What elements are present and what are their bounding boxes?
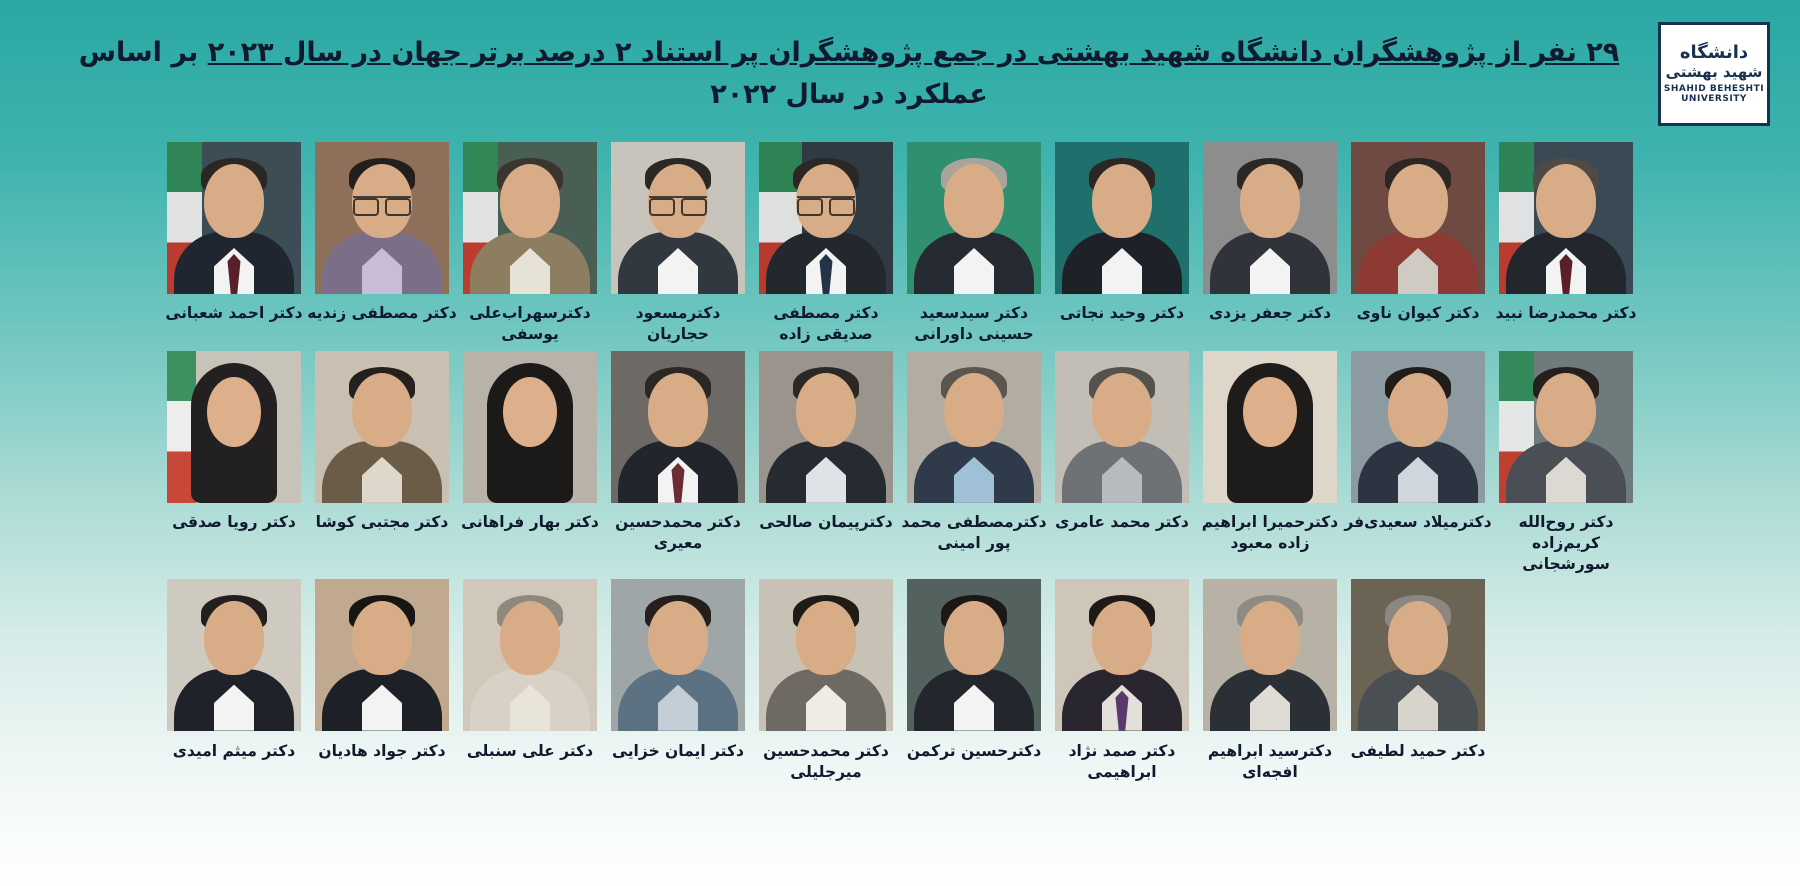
university-logo-line2: شهید بهشتی bbox=[1665, 62, 1763, 81]
researcher-name: دکتر محمدحسین معیری bbox=[615, 512, 741, 552]
researcher-name: دکتر علی سنبلی bbox=[466, 741, 594, 760]
researcher-name: دکترمیلاد سعیدی‌فر bbox=[1344, 512, 1492, 531]
researcher-card bbox=[1351, 579, 1485, 762]
portrait-photo bbox=[907, 579, 1041, 731]
researcher-name: دکتر مجتبی کوشا bbox=[315, 512, 449, 531]
portrait-photo bbox=[1351, 351, 1485, 503]
researcher-name: دکترمصطفی محمد پور امینی bbox=[901, 512, 1047, 552]
researcher-card bbox=[1495, 142, 1637, 324]
researcher-card bbox=[1055, 142, 1189, 324]
researcher-name: دکتر محمد عامری bbox=[1055, 512, 1189, 531]
researcher-card bbox=[1203, 579, 1337, 783]
portrait-photo bbox=[315, 142, 449, 294]
researcher-name: دکترحسین ترکمن bbox=[906, 741, 1042, 760]
portrait-photo bbox=[1499, 351, 1633, 503]
researcher-name: دکترحمیرا ابراهیم زاده معبود bbox=[1201, 512, 1339, 552]
portrait-photo bbox=[167, 142, 301, 294]
researcher-name: دکتر حمید لطیفی bbox=[1350, 741, 1486, 760]
portrait-photo bbox=[1203, 579, 1337, 731]
portrait-photo bbox=[1203, 351, 1337, 503]
researcher-card bbox=[463, 142, 597, 345]
portrait-photo bbox=[1351, 579, 1485, 731]
portrait-photo bbox=[1351, 142, 1485, 294]
researcher-card bbox=[1055, 351, 1189, 533]
university-logo-text bbox=[1661, 43, 1767, 105]
page-title bbox=[50, 32, 1648, 116]
researcher-card bbox=[1055, 579, 1189, 783]
researcher-card bbox=[611, 579, 745, 762]
portrait-photo bbox=[907, 351, 1041, 503]
researcher-name: دکتر سیدسعید حسینی داورانی bbox=[914, 304, 1034, 343]
researcher-card bbox=[611, 351, 745, 554]
portrait-photo bbox=[1203, 142, 1337, 294]
researcher-card bbox=[907, 579, 1041, 762]
poster-header bbox=[0, 0, 1800, 140]
portrait-photo bbox=[463, 142, 597, 294]
researcher-name: دکتر وحید نجاتی bbox=[1059, 304, 1185, 322]
portrait-photo bbox=[463, 579, 597, 731]
researcher-name: دکترمسعود حجاریان bbox=[635, 304, 721, 343]
researcher-name: دکتر میثم امیدی bbox=[172, 741, 296, 760]
portrait-photo bbox=[907, 142, 1041, 294]
portrait-photo bbox=[1055, 579, 1189, 731]
portrait-photo bbox=[463, 351, 597, 503]
researcher-card bbox=[167, 142, 301, 324]
portrait-photo bbox=[167, 579, 301, 731]
researcher-name: دکتر ایمان خزایی bbox=[612, 741, 744, 760]
researcher-card bbox=[167, 579, 301, 762]
researcher-name: دکتر صمد نژاد ابراهیمی bbox=[1068, 741, 1176, 781]
researcher-card bbox=[463, 579, 597, 762]
researcher-card bbox=[315, 579, 449, 762]
researcher-row-2 bbox=[24, 351, 1776, 575]
researcher-card bbox=[759, 142, 893, 345]
researcher-name: دکتر احمد شعبانی bbox=[165, 304, 303, 322]
portrait-photo bbox=[611, 142, 745, 294]
page-title-line1: ۲۹ نفر از پژوهشگران دانشگاه شهید بهشتی در جمع پژوهشگران پر استناد ۲ درصد برتر جهان در سال ۲۰۲۳ bbox=[207, 37, 1620, 68]
researcher-card bbox=[759, 351, 893, 533]
researcher-name: دکتر مصطفی زندیه bbox=[307, 304, 457, 322]
researcher-name: دکتر کیوان ناوی bbox=[1356, 304, 1480, 322]
researcher-card bbox=[463, 351, 597, 533]
portrait-photo bbox=[1055, 351, 1189, 503]
researcher-card bbox=[1203, 351, 1337, 554]
portrait-photo bbox=[167, 351, 301, 503]
portrait-photo bbox=[1055, 142, 1189, 294]
researcher-name: دکتر رویا صدقی bbox=[172, 512, 296, 531]
researcher-card bbox=[167, 351, 301, 533]
grid-spacer bbox=[1499, 579, 1633, 741]
researcher-card bbox=[611, 142, 745, 345]
university-logo-line3: SHAHID BEHESHTI UNIVERSITY bbox=[1663, 84, 1765, 105]
page-title-line2: بر اساس عملکرد در سال ۲۰۲۲ bbox=[78, 37, 988, 110]
researcher-card bbox=[907, 142, 1041, 345]
researcher-name: دکتر جعفر یزدی bbox=[1208, 304, 1332, 322]
portrait-photo bbox=[759, 579, 893, 731]
portrait-photo bbox=[315, 579, 449, 731]
researcher-grid bbox=[0, 142, 1800, 782]
researcher-card bbox=[1203, 142, 1337, 324]
university-logo bbox=[1658, 22, 1770, 126]
researcher-name: دکترسهراب‌علی یوسفی bbox=[469, 304, 591, 343]
portrait-photo bbox=[759, 351, 893, 503]
researcher-name: دکتر محمدحسین میرجلیلی bbox=[763, 741, 889, 781]
researcher-name: دکتر روح‌الله کریم‌زاده سورشجانی bbox=[1518, 512, 1614, 573]
researcher-name: دکترپیمان صالحی bbox=[759, 512, 893, 531]
researcher-card bbox=[1351, 142, 1485, 324]
researcher-card bbox=[1344, 351, 1492, 533]
researcher-card bbox=[315, 351, 449, 533]
portrait-photo bbox=[611, 579, 745, 731]
researcher-name: دکتر محمدرضا نبید bbox=[1495, 304, 1637, 322]
researcher-row-1 bbox=[24, 142, 1776, 345]
portrait-photo bbox=[1499, 142, 1633, 294]
researcher-name: دکتر بهار فراهانی bbox=[461, 512, 599, 531]
researcher-card bbox=[901, 351, 1047, 554]
researcher-name: دکتر مصطفی صدیقی زاده bbox=[773, 304, 879, 343]
portrait-photo bbox=[611, 351, 745, 503]
researcher-name: دکترسید ابراهیم افجه‌ای bbox=[1207, 741, 1333, 781]
researcher-card bbox=[759, 579, 893, 783]
portrait-photo bbox=[759, 142, 893, 294]
researcher-card bbox=[307, 142, 457, 324]
researcher-name: دکتر جواد هادیان bbox=[318, 741, 446, 760]
portrait-photo bbox=[315, 351, 449, 503]
university-logo-line1: دانشگاه bbox=[1679, 42, 1749, 64]
title-block bbox=[30, 18, 1658, 116]
researcher-row-3 bbox=[24, 579, 1776, 783]
researcher-card bbox=[1499, 351, 1633, 575]
